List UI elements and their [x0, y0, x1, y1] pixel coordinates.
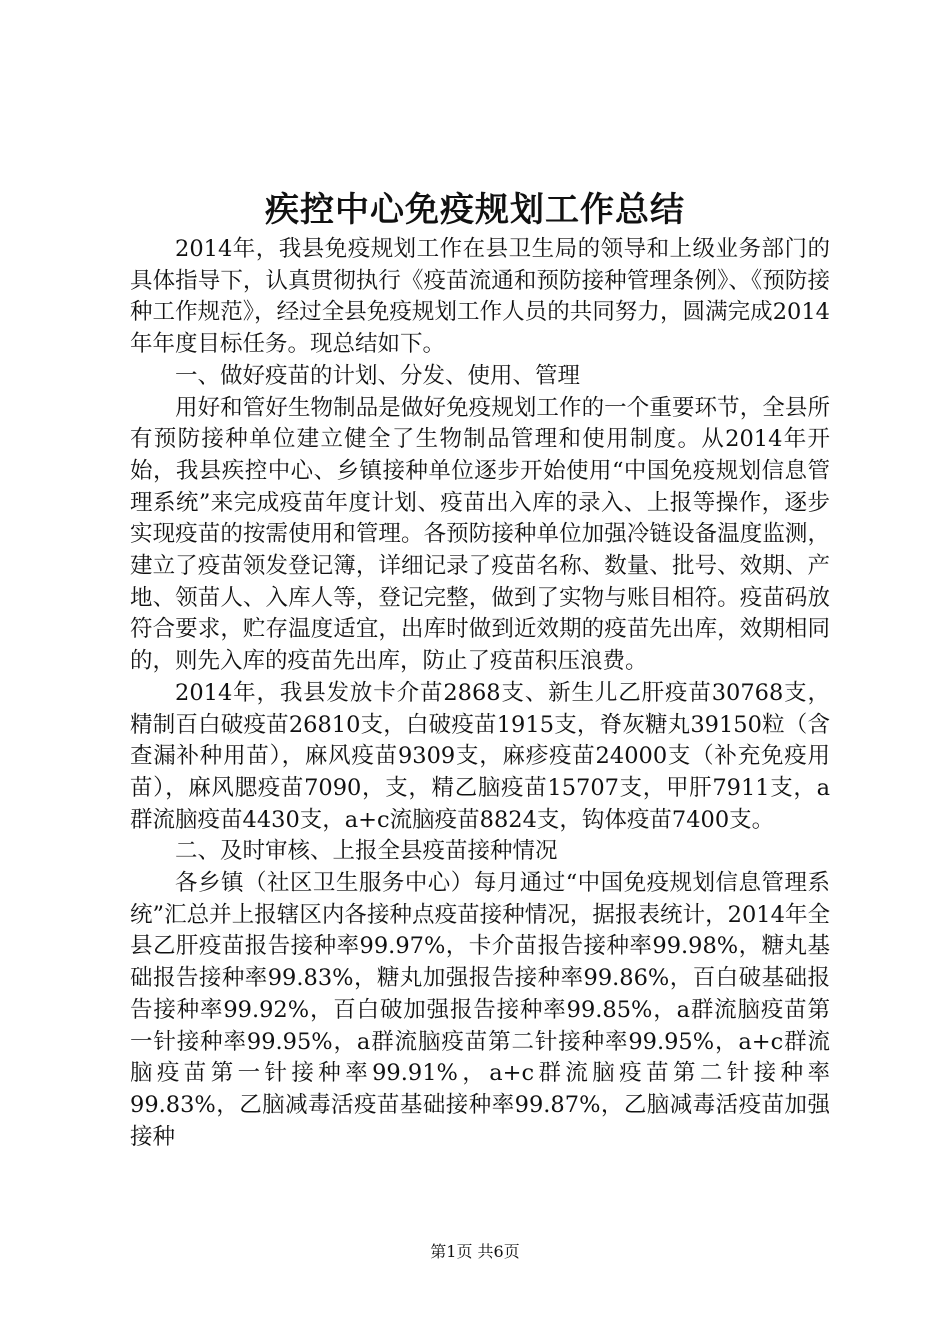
section-heading-2: 二、及时审核、上报全县疫苗接种情况	[175, 838, 558, 865]
paragraph-vaccination-rates: 各乡镇（社区卫生服务中心）每月通过“中国免疫规划信息管理系统”汇总并上报辖区内各接种点疫苗接种情况，据报表统计，2014年全县乙肝疫苗报告接种率99.97%，卡介苗报告接种率99.98%，糖丸基础报告接种率99.83%，糖丸加强报告接种率99.86%，百白破基础报告接种率99.92%，百白破加强报告接种率99.85%，a群流脑疫苗第一针接种率99.95%，a群流脑疫苗第二针接种率99.95%，a+c群流脑疫苗第一针接种率99.91%，a+c群流脑疫苗第二针接种率99.83%，乙脑减毒活疫苗基础接种率99.87%，乙脑减毒活疫苗加强接种	[130, 870, 830, 1150]
paragraph-intro: 2014年，我县免疫规划工作在县卫生局的领导和上级业务部门的具体指导下，认真贯彻执行《疫苗流通和预防接种管理条例》、《预防接种工作规范》，经过全县免疫规划工作人员的共同努力，圆满完成2014年年度目标任务。现总结如下。	[130, 236, 830, 358]
document-body	[130, 234, 830, 1153]
paragraph-vaccine-distribution: 2014年，我县发放卡介苗2868支、新生儿乙肝疫苗30768支，精制百白破疫苗26810支，白破疫苗1915支，脊灰糖丸39150粒（含查漏补种用苗），麻风疫苗9309支，麻疹疫苗24000支（补充免疫用苗），麻风腮疫苗7090，支，精乙脑疫苗15707支，甲肝7911支，a群流脑疫苗4430支，a+c流脑疫苗8824支，钩体疫苗7400支。	[130, 679, 830, 833]
section-heading-1: 一、做好疫苗的计划、分发、使用、管理	[175, 362, 581, 389]
document-title: 疾控中心免疫规划工作总结	[265, 190, 685, 230]
page-footer: 第1页 共6页	[430, 1242, 520, 1261]
paragraph-vaccine-management: 用好和管好生物制品是做好免疫规划工作的一个重要环节，全县所有预防接种单位建立健全了生物制品管理和使用制度。从2014年开始，我县疾控中心、乡镇接种单位逐步开始使用“中国免疫规划信息管理系统”来完成疫苗年度计划、疫苗出入库的录入、上报等操作，逐步实现疫苗的按需使用和管理。各预防接种单位加强冷链设备温度监测，建立了疫苗领发登记簿，详细记录了疫苗名称、数量、批号、效期、产地、领苗人、入库人等，登记完整，做到了实物与账目相符。疫苗码放符合要求，贮存温度适宜，出库时做到近效期的疫苗先出库，效期相同的，则先入库的疫苗先出库，防止了疫苗积压浪费。	[130, 394, 830, 675]
